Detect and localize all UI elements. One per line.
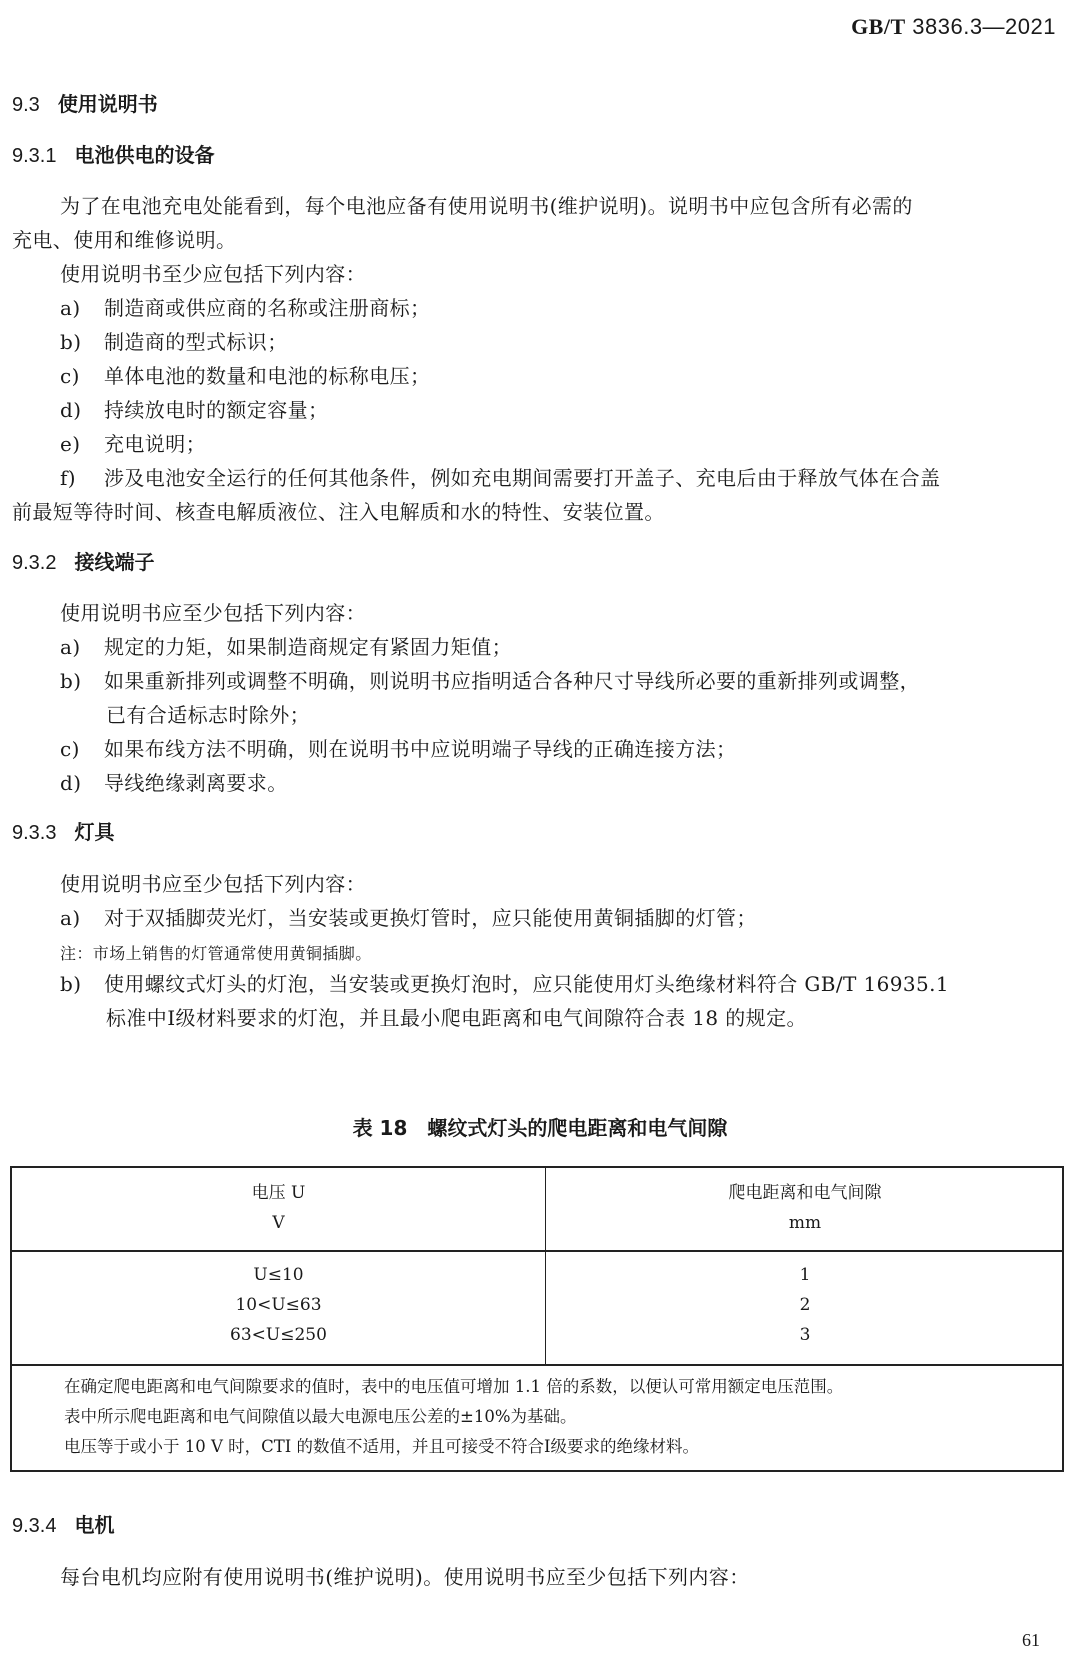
list-item-continuation: 已有合适标志时除外； [106, 703, 310, 727]
paragraph-continuation: 充电、使用和维修说明。 [12, 228, 237, 252]
table-cell: 2 [799, 1295, 811, 1315]
paragraph: 每台电机均应附有使用说明书(维护说明)。使用说明书应至少包括下列内容： [60, 1565, 750, 1589]
list-item: a) 规定的力矩，如果制造商规定有紧固力矩值； [60, 635, 512, 659]
table-cell: 63<U≤250 [230, 1325, 327, 1345]
section-9-3-1-heading: 9.3.1 电池供电的设备 [12, 143, 215, 167]
paragraph: 使用说明书应至少包括下列内容： [60, 872, 366, 896]
section-9-3-2-heading: 9.3.2 接线端子 [12, 550, 155, 574]
standard-code: 3836.3—2021 [912, 14, 1056, 39]
list-item: a) 制造商或供应商的名称或注册商标； [60, 296, 431, 320]
list-item-continuation: 前最短等待时间、核查电解质液位、注入电解质和水的特性、安装位置。 [12, 500, 665, 524]
standard-prefix: GB/T [851, 14, 906, 39]
table-note: 表中所示爬电距离和电气间隙值以最大电源电压公差的±10%为基础。 [64, 1407, 577, 1426]
list-item: b) 使用螺纹式灯头的灯泡，当安装或更换灯泡时，应只能使用灯头绝缘材料符合 GB/T 16935.1 [60, 972, 949, 996]
page-header [851, 14, 1056, 40]
table-caption: 表 18 螺纹式灯头的爬电距离和电气间隙 [352, 1116, 728, 1140]
table-cell: 10<U≤63 [235, 1295, 322, 1315]
note: 注：市场上销售的灯管通常使用黄铜插脚。 [60, 944, 372, 963]
list-item: c) 如果布线方法不明确，则在说明书中应说明端子导线的正确连接方法； [60, 737, 737, 761]
paragraph: 使用说明书至少应包括下列内容： [60, 262, 366, 286]
table-18 [10, 1166, 1064, 1472]
list-item: d) 持续放电时的额定容量； [60, 398, 329, 422]
section-9-3-4-heading: 9.3.4 电机 [12, 1513, 115, 1537]
paragraph: 为了在电池充电处能看到，每个电池应备有使用说明书(维护说明)。说明书中应包含所有必需的 [60, 194, 913, 218]
list-item: f) 涉及电池安全运行的任何其他条件，例如充电期间需要打开盖子、充电后由于释放气体在合盖 [60, 466, 941, 490]
table-cell: 3 [799, 1325, 811, 1345]
list-item: d) 导线绝缘剥离要求。 [60, 771, 288, 795]
clearance-cells [546, 1260, 1064, 1350]
column-header-clearance: 爬电距离和电气间隙 mm [728, 1183, 882, 1233]
list-item: c) 单体电池的数量和电池的标称电压； [60, 364, 431, 388]
list-item-continuation: 标准中Ⅰ级材料要求的灯泡，并且最小爬电距离和电气间隙符合表 18 的规定。 [106, 1006, 807, 1030]
column-header-voltage: 电压 U V [251, 1183, 306, 1233]
list-item: a) 对于双插脚荧光灯，当安装或更换灯管时，应只能使用黄铜插脚的灯管； [60, 906, 757, 930]
list-item: e) 充电说明； [60, 432, 206, 456]
page-number: 61 [1022, 1630, 1040, 1650]
section-9-3-heading: 9.3 使用说明书 [12, 92, 158, 116]
list-item: b) 制造商的型式标识； [60, 330, 288, 354]
paragraph: 使用说明书应至少包括下列内容： [60, 601, 366, 625]
table-cell: 1 [799, 1265, 811, 1285]
table-header-divider [12, 1250, 1062, 1252]
table-cell: U≤10 [253, 1265, 304, 1285]
table-note: 电压等于或小于 10 V 时，CTI 的数值不适用，并且可接受不符合Ⅰ级要求的绝缘材料。 [64, 1437, 700, 1456]
table-note: 在确定爬电距离和电气间隙要求的值时，表中的电压值可增加 1.1 倍的系数，以便认可常用额定电压范围。 [64, 1377, 844, 1396]
voltage-cells [12, 1260, 545, 1350]
list-item: b) 如果重新排列或调整不明确，则说明书应指明适合各种尺寸导线所必要的重新排列或调整， [60, 669, 920, 693]
section-9-3-3-heading: 9.3.3 灯具 [12, 820, 115, 844]
table-notes-divider [12, 1364, 1062, 1366]
